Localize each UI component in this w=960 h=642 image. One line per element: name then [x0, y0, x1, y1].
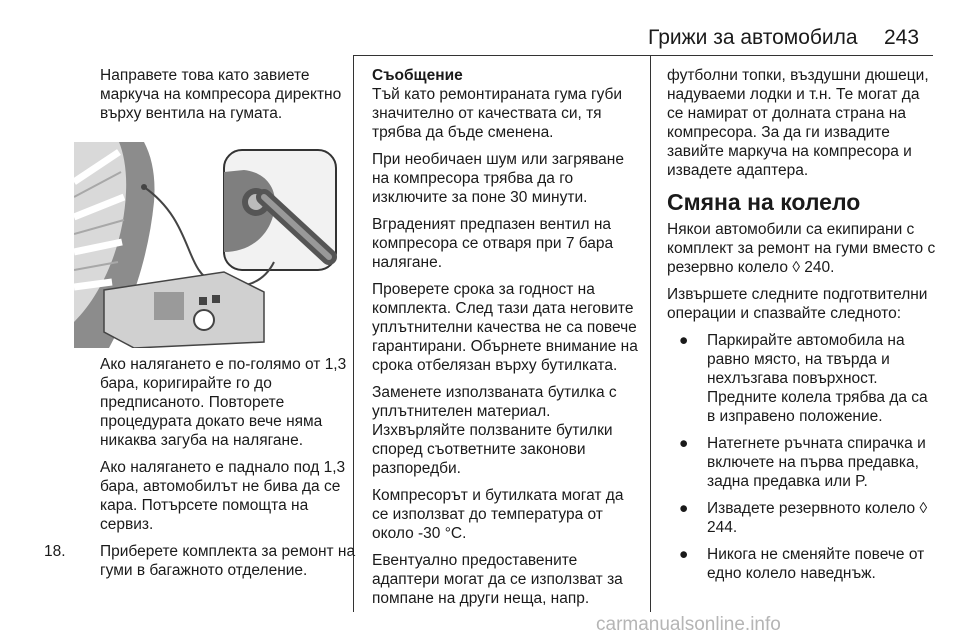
col2-para-3: Проверете срока за годност на комплекта. След тази дата неговите уплътнителни качества не са повече гарантирани. Обърнете внимание на срока отбелязан върху бутилката.: [372, 281, 638, 374]
tire-compressor-illustration: [74, 142, 339, 348]
column-2: [372, 66, 640, 616]
bullet-icon: ●: [679, 500, 689, 517]
bullet-icon: ●: [679, 546, 689, 563]
col1-para-1: Ако налягането е по-голямо от 1,3 бара, коригирайте го до предписаното. Повторете процедурата докато вече няма никаква загуба на налягане.: [100, 356, 347, 449]
list-item-text: Паркирайте автомобила на равно място, на твърда и нехлъзгава повърхност. Предните колела трябва да са в изправено положение.: [707, 332, 928, 425]
note-title: Съобщение: [372, 67, 463, 84]
list-item-text: Натегнете ръчната спирачка и включете на първа предавка, задна предавка или P.: [707, 435, 926, 490]
col3-para-3: Извършете следните подготвителни операции и спазвайте следното:: [667, 286, 928, 322]
column-1-bottom: [44, 355, 356, 580]
section-heading: Смяна на колело: [667, 189, 861, 215]
col2-para-1: При необичаен шум или загряване на компресора трябва да го изключите за поне 30 минути.: [372, 151, 624, 206]
note-text: Тъй като ремонтираната гума губи значително от качествата си, тя трябва да бъде сменена.: [372, 86, 623, 141]
list-item: [667, 434, 937, 491]
list-item-text: Извадете резервното колело ◊ 244.: [707, 500, 928, 536]
col2-para-6: Евентуално предоставените адаптери могат да се използват за помпане на други неща, напр.: [372, 552, 623, 607]
column-1-top: [72, 66, 347, 131]
col1-intro: Направете това като завиете маркуча на компресора директно върху вентила на гумата.: [100, 67, 342, 122]
step-18-text: Приберете комплекта за ремонт на гуми в багажното отделение.: [100, 543, 356, 579]
step-18-number: 18.: [44, 543, 66, 560]
col3-para-2: Някои автомобили са екипирани с комплект за ремонт на гуми вместо с резервно колело ◊ 240.: [667, 221, 936, 276]
col3-para-1: футболни топки, въздушни дюшеци, надуваеми лодки и т.н. Те могат да се намират от долната страна на компресора. За да ги извадите завийте маркуча на компресора и извадете адаптера.: [667, 67, 929, 179]
col2-para-5: Компресорът и бутилката могат да се използват до температура от около -30 °C.: [372, 487, 624, 542]
list-item: [667, 545, 937, 583]
bullet-icon: ●: [679, 332, 689, 349]
bullet-icon: ●: [679, 435, 689, 452]
col2-para-2: Вграденият предпазен вентил на компресора се отваря при 7 бара налягане.: [372, 216, 614, 271]
list-item-text: Никога не сменяйте повече от едно колело наведнъж.: [707, 546, 925, 582]
list-item: [667, 499, 937, 537]
column-divider-1: [353, 56, 354, 612]
col1-para-2: Ако налягането е паднало под 1,3 бара, автомобилът не бива да се кара. Потърсете помощта на сервиз.: [100, 459, 346, 533]
list-item: [667, 331, 937, 426]
header-rule: [353, 55, 933, 56]
col2-para-4: Заменете използваната бутилка с уплътнителен материал. Изхвърляйте ползваните бутилки според съответните законови разпоредби.: [372, 384, 617, 477]
column-3: [667, 66, 937, 591]
header-title: Грижи за автомобила: [648, 26, 858, 49]
page-number: 243: [884, 26, 920, 49]
step-18: [44, 542, 375, 580]
watermark: carmanualsonline.info: [596, 614, 781, 635]
column-divider-2: [650, 56, 651, 612]
